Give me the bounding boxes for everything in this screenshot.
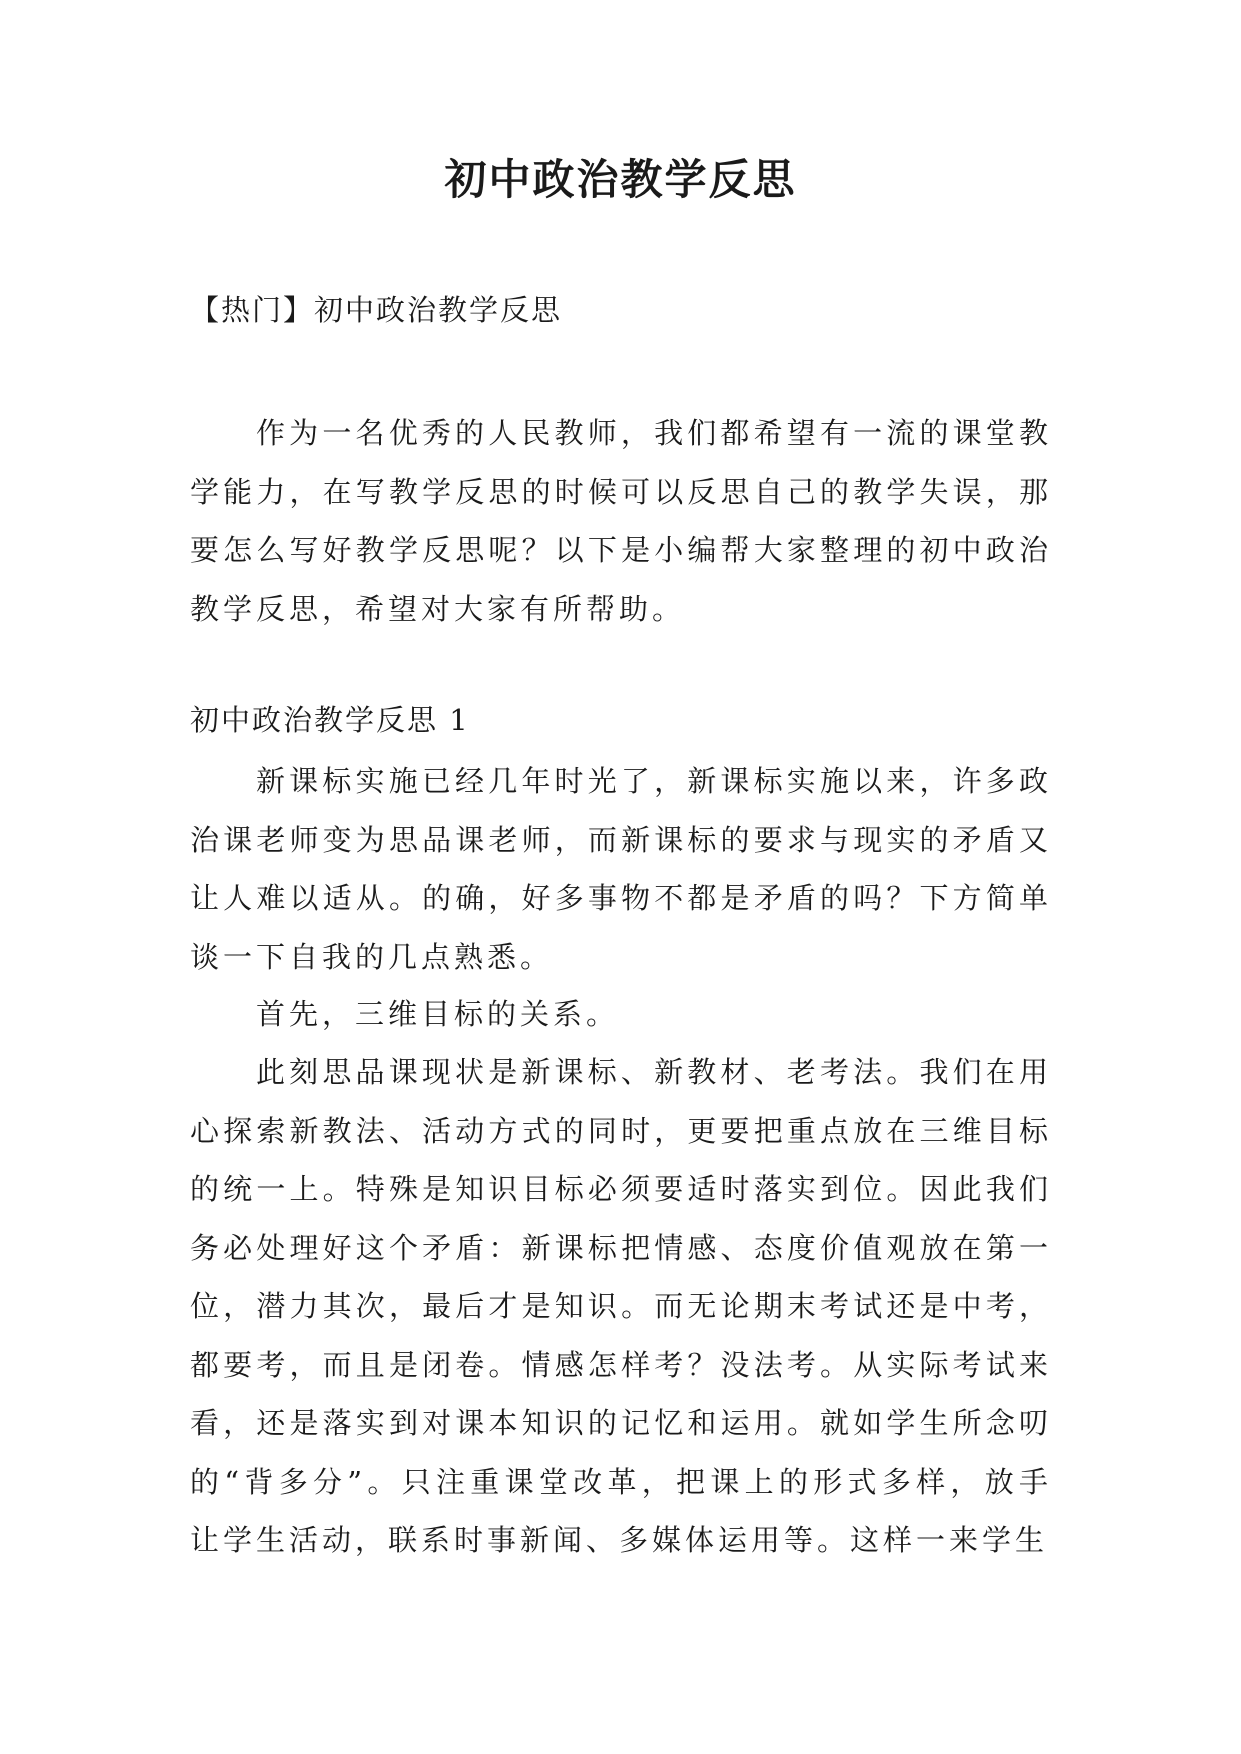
document-tagline: 【热门】初中政治教学反思 [190,293,563,327]
body-paragraph: 新课标实施已经几年时光了，新课标实施以来，许多政治课老师变为思品课老师，而新课标的要求与现实的矛盾又让人难以适从。的确，好多事物不都是矛盾的吗？下方简单谈一下自我的几点熟悉。 [190,764,1052,974]
page-title: 初中政治教学反思 [444,155,797,204]
body-paragraph: 此刻思品课现状是新课标、新教材、老考法。我们在用心探索新教法、活动方式的同时，更要把重点放在三维目标的统一上。特殊是知识目标必须要适时落实到位。因此我们务必处理好这个矛盾：新课标把情感、态度价值观放在第一位，潜力其次，最后才是知识。而无论期末考试还是中考，都要考，而且是闭卷。情感怎样考？没法考。从实际考试来看，还是落实到对课本知识的记忆和运用。就如学生所念叨的“背多分”。只注重课堂改革，把课上的形式多样，放手让学生活动，联系时事新闻、多媒体运用等。这样一来学生 [190,1055,1052,1557]
intro-paragraph: 作为一名优秀的人民教师，我们都希望有一流的课堂教学能力，在写教学反思的时候可以反思自己的教学失误，那要怎么写好教学反思呢？以下是小编帮大家整理的初中政治教学反思，希望对大家有所帮助。 [190,416,1052,626]
body-paragraph: 首先，三维目标的关系。 [256,997,620,1031]
section-heading: 初中政治教学反思 1 [190,703,470,737]
